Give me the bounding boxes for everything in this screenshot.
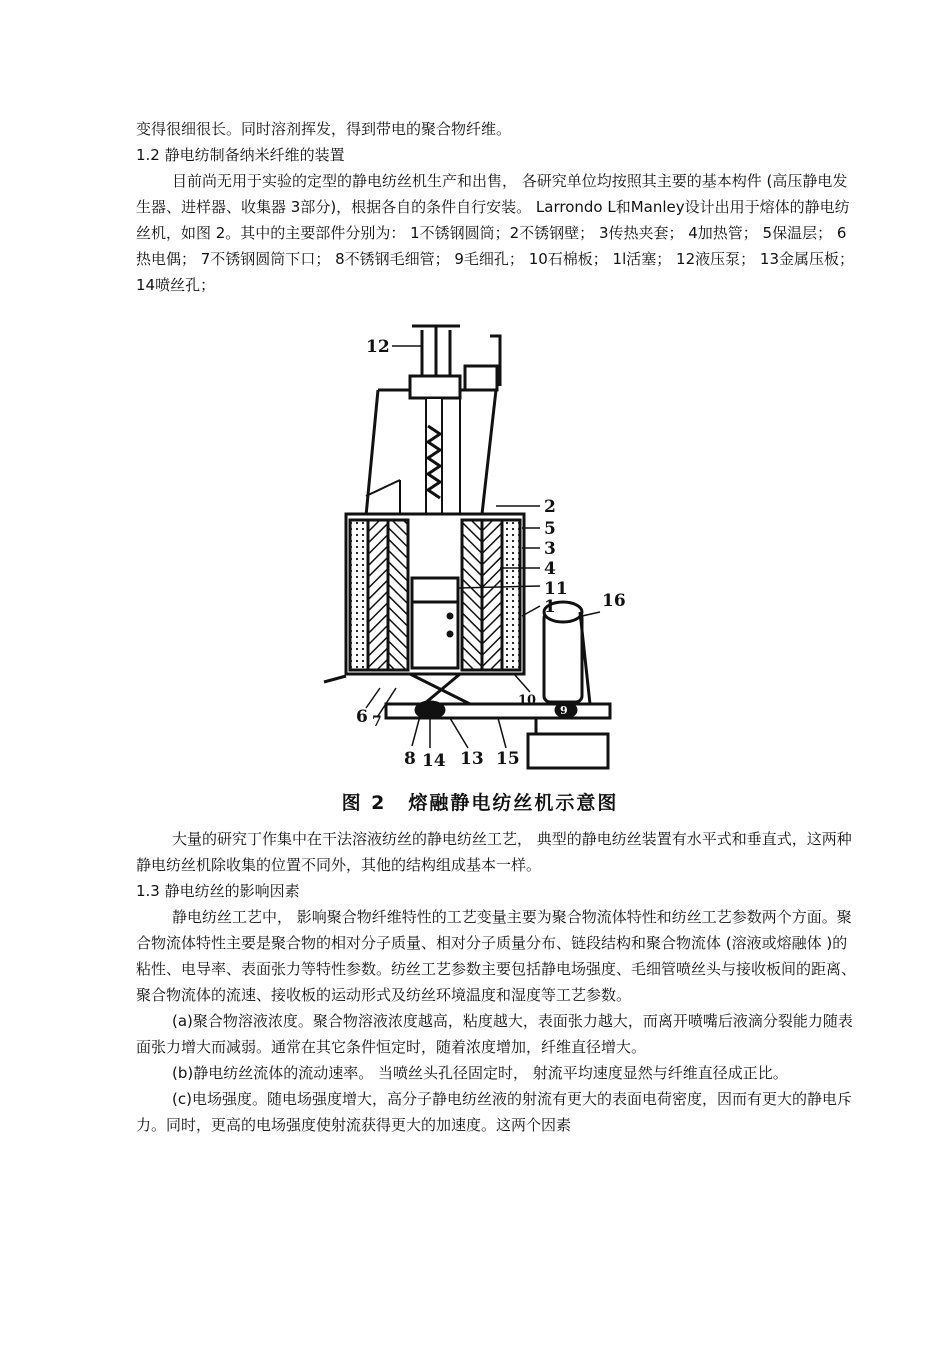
label-5: 5 <box>544 519 556 539</box>
paragraph: (a)聚合物溶液浓度。聚合物溶液浓度越高，粘度越大，表面张力越大，而离开喷嘴后液滴分裂能力随表面张力增大而减弱。通常在其它条件恒定时，随着浓度增加，纤维直径增大。 <box>136 1012 853 1056</box>
figure-2 <box>300 316 660 826</box>
paragraph: (b)静电纺丝流体的流动速率。 当喷丝头孔径固定时， 射流平均速度显然与纤维直径成正比。 <box>172 1064 788 1082</box>
section-heading-1-2: 1.2 静电纺制备纳米纤维的装置 <box>136 146 345 164</box>
label-2: 2 <box>544 497 556 517</box>
label-4: 4 <box>544 559 556 579</box>
label-16: 16 <box>602 591 626 611</box>
label-10: 10 <box>518 693 537 708</box>
paragraph: 静电纺丝工艺中， 影响聚合物纤维特性的工艺变量主要为聚合物流体特性和纺丝工艺参数两个方面。聚合物流体特性主要是聚合物的相对分子质量、相对分子质量分布、链段结构和聚合物流体 (溶液或熔融体 )的粘性、电导率、表面张力等特性参数。纺丝工艺参数主要包括静电场强度、毛细管喷丝头与接收板间的距离、聚合物流体的流速、接收板的运动形式及纺丝环境温度和湿度等工艺参数。 <box>136 908 857 1004</box>
label-1: 1 <box>544 597 556 617</box>
label-13: 13 <box>460 749 484 769</box>
paragraph: 变得很细很长。同时溶剂挥发，得到带电的聚合物纤维。 <box>136 120 512 138</box>
label-7: 7 <box>372 714 382 730</box>
collector <box>528 602 608 768</box>
label-15: 15 <box>496 749 520 769</box>
paragraph: 大量的研究丁作集中在干法溶液纺丝的静电纺丝工艺， 典型的静电纺丝装置有水平式和垂直式，这两种静电纺丝机除收集的位置不同外，其他的结构组成基本一样。 <box>136 830 852 874</box>
figure-title: 熔融静电纺丝机示意图 <box>408 792 619 814</box>
label-6: 6 <box>356 707 368 727</box>
label-14: 14 <box>422 751 446 771</box>
paragraph: 目前尚无用于实验的定型的静电纺丝机生产和出售， 各研究单位均按照其主要的基本构件 (高压静电发生器、进样器、收集器 3部分)，根据各自的条件自行安装。 Larrondo L和Manley设计出用于熔体的静电纺丝机，如图 2。其中的主要部件分别为： 1不锈钢圆筒；2不锈钢壁； 3传热夹套； 4加热管； 5保温层； 6热电偶； 7不锈钢圆筒下口； 8不锈钢毛细管； 9毛细孔； 10石棉板； 1l活塞； 12液压泵； 13金属压板； 14喷丝孔； <box>136 172 854 294</box>
figure-number: 图 2 <box>341 792 387 814</box>
text-block-top <box>136 116 856 298</box>
text-block-bottom <box>136 826 856 1138</box>
label-9: 9 <box>560 704 568 717</box>
label-12: 12 <box>366 337 390 357</box>
label-8: 8 <box>404 749 416 769</box>
hydraulic-pump <box>410 326 500 398</box>
label-3: 3 <box>544 539 556 559</box>
heating-cylinder <box>346 514 524 674</box>
figure-caption <box>300 788 660 815</box>
paragraph: (c)电场强度。随电场强度增大，高分子静电纺丝液的射流有更大的表面电荷密度，因而有更大的静电斥力。同时，更高的电场强度使射流获得更大的加速度。这两个因素 <box>136 1090 852 1134</box>
melt-electrospinning-diagram <box>300 316 660 786</box>
label-11: 11 <box>544 579 568 599</box>
section-heading-1-3: 1.3 静电纺丝的影响因素 <box>136 882 300 900</box>
